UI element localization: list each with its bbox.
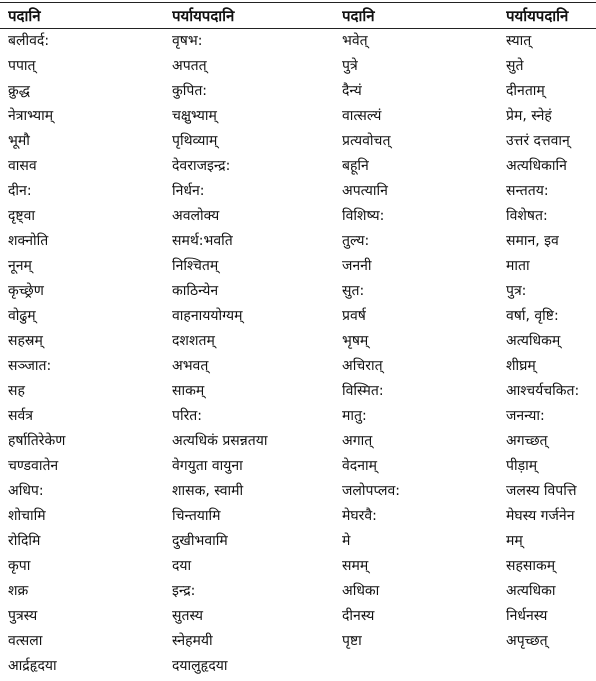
table-cell-synonym-column-2: अगच्छत् [506, 433, 548, 449]
table-cell-word-column-2: अचिरात् [342, 358, 383, 374]
table-cell-synonym-column-2: शीघ्रम् [506, 358, 536, 374]
table-cell-synonym-column-1: समर्थ:भवति [172, 233, 233, 249]
table-cell-synonym-column-2: मम् [506, 533, 523, 549]
table-cell-synonym-column-2: विशेषत: [506, 208, 548, 224]
table-cell-synonym-column-2: अत्यधिकम् [506, 333, 561, 349]
table-cell-word-column-2: मातु: [342, 408, 367, 424]
table-cell-word-column-1: आर्द्रहृदया [8, 658, 57, 674]
table-cell-word-column-2: जननी [342, 258, 372, 274]
table-cell-word-column-1: शक्र [8, 583, 29, 599]
table-cell-word-column-2: पृष्टा [342, 633, 362, 649]
table-cell-synonym-column-2: जनन्या: [506, 408, 545, 424]
table-cell-synonym-column-1: शासक, स्वामी [172, 483, 244, 499]
table-cell-synonym-column-2: आश्चर्यचकित: [506, 383, 580, 399]
table-cell-word-column-2: बहूनि [342, 158, 369, 174]
table-cell-word-column-2: वेदनाम् [342, 458, 377, 474]
table-cell-word-column-2: प्रत्यवोचत् [342, 133, 391, 149]
column-header-synonym-column-2: पर्यायपदानि [506, 7, 569, 25]
table-cell-synonym-column-1: साकम् [172, 383, 205, 399]
table-cell-word-column-1: चण्डवातेन [8, 458, 59, 474]
table-cell-synonym-column-1: दयालुहृदया [172, 658, 228, 674]
table-cell-word-column-1: सञ्जात: [8, 358, 52, 374]
table-cell-synonym-column-2: मेघस्य गर्जनेन [506, 508, 575, 524]
table-cell-synonym-column-2: माता [506, 258, 530, 274]
table-cell-word-column-1: पुत्रस्य [8, 608, 38, 624]
table-cell-word-column-2: विशिष्य: [342, 208, 385, 224]
table-cell-word-column-1: वासव [8, 158, 37, 174]
table-cell-word-column-1: सह [8, 383, 25, 399]
table-cell-word-column-2 [342, 654, 506, 679]
table-cell-word-column-1: क्रुद्ध [8, 83, 30, 99]
table-cell-word-column-2: अपत्यानि [342, 183, 388, 199]
table-cell-word-column-2: भृषम् [342, 333, 369, 349]
table-cell-synonym-column-2: पीड़ाम् [506, 458, 538, 474]
table-cell-synonym-column-1: काठिन्येन [172, 283, 219, 299]
table-cell-synonym-column-1: चिन्तयामि [172, 508, 221, 524]
table-cell-synonym-column-1: अभवत् [172, 358, 209, 374]
table-cell-word-column-1: वत्सला [8, 633, 43, 649]
table-cell-word-column-1: दृष्ट्वा [8, 208, 36, 224]
table-cell-synonym-column-2: सन्ततय: [506, 183, 549, 199]
table-cell-word-column-2: मे [342, 533, 351, 549]
table-cell-word-column-1: अधिप: [8, 483, 44, 499]
table-cell-synonym-column-2: पुत्र: [506, 283, 527, 299]
table-cell-synonym-column-1: अत्यधिकं प्रसन्नतया [172, 433, 268, 449]
table-cell-synonym-column-2: प्रेम, स्नेहं [506, 108, 552, 124]
table-cell-synonym-column-2: उत्तरं दत्तवान् [506, 133, 570, 149]
column-header-word-column-1: पदानि [8, 7, 41, 25]
table-cell-word-column-2: सुत: [342, 283, 365, 299]
table-cell-synonym-column-1: दशशतम् [172, 333, 215, 349]
table-cell-synonym-column-1: स्नेहमयी [172, 633, 213, 649]
table-cell-synonym-column-2: वर्षा, वृष्टि: [506, 308, 559, 324]
column-header-word-column-2: पदानि [342, 7, 375, 25]
table-cell-synonym-column-2: जलस्य विपत्ति [506, 483, 577, 499]
table-cell-synonym-column-1: सुतस्य [172, 608, 204, 624]
table-cell-word-column-1: सहस्रम् [8, 333, 43, 349]
table-cell-synonym-column-1: अवलोक्य [172, 208, 220, 224]
table-cell-synonym-column-2: अत्यधिकानि [506, 158, 567, 174]
table-cell-synonym-column-2: स्यात् [506, 33, 532, 49]
table-cell-word-column-1: बलीवर्द: [8, 33, 50, 49]
table-cell-synonym-column-1: दया [172, 558, 192, 574]
table-cell-synonym-column-2: समान, इव [506, 233, 559, 249]
table-cell-word-column-2: अधिका [342, 583, 380, 599]
table-cell-word-column-1: भूमौ [8, 133, 30, 149]
table-cell-synonym-column-2: अत्यधिका [506, 583, 556, 599]
table-cell-synonym-column-1: निर्धन: [172, 183, 205, 199]
table-cell-synonym-column-2 [506, 654, 596, 679]
table-cell-word-column-1: वोढुम् [8, 308, 36, 324]
column-header-synonym-column-1: पर्यायपदानि [172, 7, 235, 25]
table-cell-word-column-2: जलोपप्लव: [342, 483, 401, 499]
table-cell-word-column-2: वात्सल्यं [342, 108, 382, 124]
word-table [8, 4, 596, 679]
table-cell-word-column-1: कृपा [8, 558, 31, 574]
table-cell-word-column-1: दीन: [8, 183, 32, 199]
table-cell-synonym-column-1: निश्चितम् [172, 258, 219, 274]
table-cell-synonym-column-2: निर्धनस्य [506, 608, 548, 624]
table-cell-word-column-1: नेत्राभ्याम् [8, 108, 54, 124]
table-cell-synonym-column-1: कुपित: [172, 83, 208, 99]
table-cell-word-column-2: पुत्रे [342, 58, 358, 74]
table-cell-word-column-1: सर्वत्र [8, 408, 33, 424]
table-cell-synonym-column-2: सुते [506, 58, 524, 74]
table-cell-synonym-column-1: चक्षुभ्याम् [172, 108, 217, 124]
table-cell-synonym-column-1: इन्द्र: [172, 583, 196, 599]
table-cell-word-column-1: शोचामि [8, 508, 46, 524]
table-cell-synonym-column-2: सहसाकम् [506, 558, 556, 574]
table-cell-synonym-column-2: अपृच्छत् [506, 633, 548, 649]
table-cell-word-column-1: शक्नोति [8, 233, 49, 249]
table-cell-word-column-2: अगात् [342, 433, 373, 449]
table-cell-synonym-column-1: अपतत् [172, 58, 207, 74]
table-cell-word-column-1: कृच्छ्रेण [8, 283, 44, 299]
table-cell-word-column-1: नूनम् [8, 258, 32, 274]
table-cell-word-column-2: भवेत् [342, 33, 368, 49]
table-cell-synonym-column-1: देवराजइन्द्र: [172, 158, 231, 174]
table-cell-word-column-2: मेघरवै: [342, 508, 377, 524]
table-cell-synonym-column-1: परित: [172, 408, 203, 424]
table-cell-synonym-column-1: वाहनाययोग्यम् [172, 308, 243, 324]
table-cell-word-column-2: समम् [342, 558, 369, 574]
table-cell-word-column-2: विस्मित: [342, 383, 384, 399]
table-cell-synonym-column-2: दीनताम् [506, 83, 545, 99]
top-rule [0, 2, 596, 3]
table-cell-word-column-1: पपात् [8, 58, 36, 74]
table-cell-synonym-column-1: पृथिव्याम् [172, 133, 218, 149]
table-cell-word-column-2: दीनस्य [342, 608, 375, 624]
table-cell-word-column-2: दैन्यं [342, 83, 362, 99]
table-cell-synonym-column-1: वेगयुता वायुना [172, 458, 243, 474]
table-cell-word-column-1: हर्षातिरेकेण [8, 433, 66, 449]
table-cell-word-column-2: तुल्य: [342, 233, 370, 249]
table-cell-word-column-1: रोदिमि [8, 533, 41, 549]
table-cell-synonym-column-1: वृषभ: [172, 33, 203, 49]
table-cell-synonym-column-1: दुखीभवामि [172, 533, 228, 549]
table-cell-word-column-2: प्रवर्ष [342, 308, 366, 324]
